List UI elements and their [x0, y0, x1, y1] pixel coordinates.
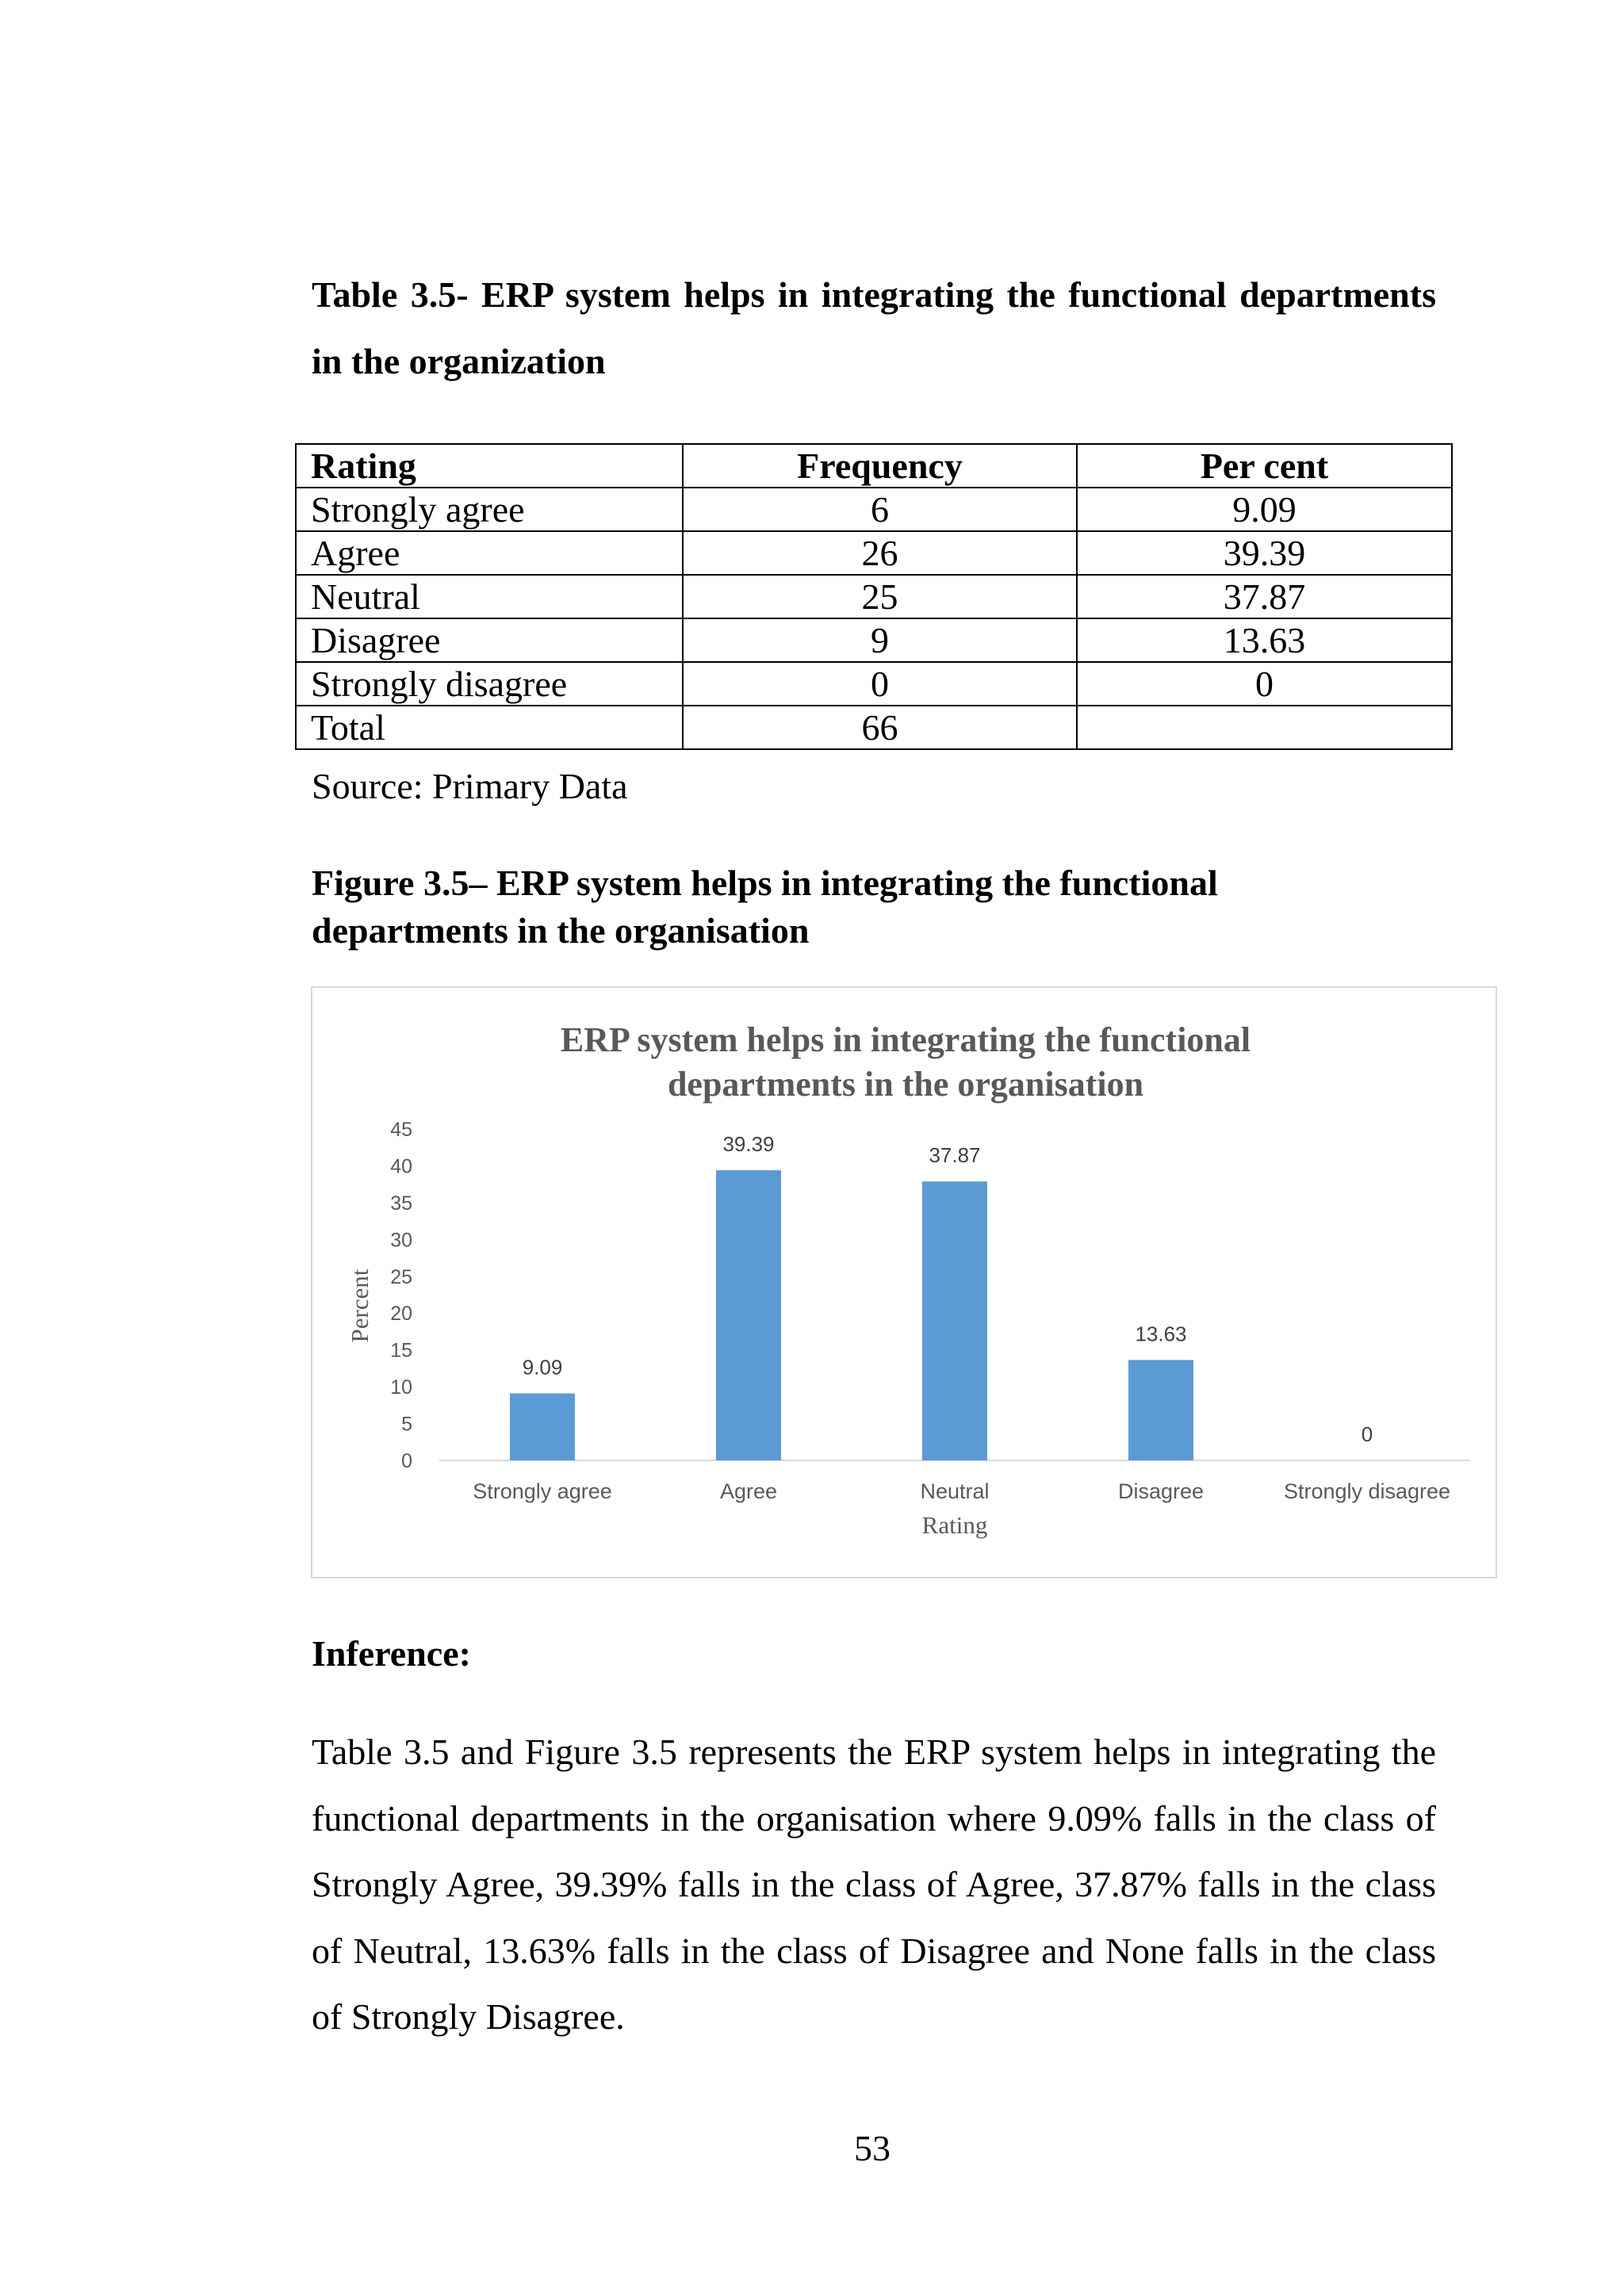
figure-caption-line-2: departments in the organisation	[312, 910, 810, 951]
y-tick-label: 35	[390, 1192, 412, 1215]
y-tick-label: 30	[390, 1229, 412, 1252]
row-percent: 39.39	[1077, 531, 1452, 575]
inference-heading: Inference:	[312, 1633, 471, 1674]
table-total-row	[296, 706, 1452, 749]
bar	[1128, 1360, 1193, 1460]
data-label: 0	[1361, 1422, 1373, 1446]
inference-body: Table 3.5 and Figure 3.5 represents the ERP system helps in integrating the functional departments in the organisation where 9.09% falls in the class of Strongly Agree, 39.39% falls in the class of Agree, 37.87% falls in the class of Neutral, 13.63% falls in the class of Disagree and None falls in the class of Strongly Disagree.	[312, 1732, 1436, 2037]
table-source: Source: Primary Data	[312, 766, 628, 806]
bar-chart	[312, 988, 1499, 1580]
total-label: Total	[296, 706, 683, 749]
header-frequency: Frequency	[683, 444, 1077, 488]
data-label: 39.39	[722, 1132, 775, 1157]
y-tick-label: 10	[390, 1376, 412, 1399]
row-rating: Agree	[296, 531, 683, 575]
x-tick-label: Disagree	[1117, 1479, 1205, 1503]
header-rating: Rating	[296, 444, 683, 488]
bar	[510, 1394, 575, 1460]
table-row	[296, 618, 1452, 662]
row-frequency: 9	[683, 618, 1077, 662]
x-axis-title: Rating	[921, 1511, 988, 1539]
row-percent: 37.87	[1077, 575, 1452, 618]
row-frequency: 6	[683, 488, 1077, 531]
y-tick-label: 20	[390, 1303, 412, 1326]
x-tick-label: Strongly disagree	[1283, 1479, 1451, 1503]
chart-title-line: departments in the organisation	[667, 1065, 1144, 1104]
row-rating: Strongly disagree	[296, 662, 683, 706]
chart-frame	[311, 986, 1497, 1578]
data-label: 13.63	[1135, 1322, 1187, 1346]
table-row	[296, 531, 1452, 575]
x-tick-label: Agree	[719, 1479, 778, 1503]
y-tick-label: 15	[390, 1339, 412, 1362]
figure-caption-line-1: Figure 3.5– ERP system helps in integrating the functional	[312, 863, 1218, 903]
row-rating: Neutral	[296, 575, 683, 618]
header-percent: Per cent	[1077, 444, 1452, 488]
chart-title-line: ERP system helps in integrating the functional	[560, 1020, 1251, 1059]
page-number: 53	[854, 2128, 891, 2168]
y-tick-label: 45	[390, 1119, 412, 1141]
table-row	[296, 488, 1452, 531]
x-tick-label: Neutral	[920, 1479, 990, 1503]
row-percent: 9.09	[1077, 488, 1452, 531]
y-tick-label: 5	[401, 1413, 412, 1436]
y-tick-label: 0	[401, 1450, 412, 1472]
row-rating: Disagree	[296, 618, 683, 662]
row-frequency: 25	[683, 575, 1077, 618]
row-frequency: 26	[683, 531, 1077, 575]
figure-caption	[312, 859, 1461, 955]
table-row	[296, 575, 1452, 618]
total-percent	[1077, 706, 1452, 749]
data-label: 9.09	[522, 1355, 563, 1380]
x-tick-label: Strongly agree	[473, 1479, 612, 1503]
bar	[716, 1170, 781, 1460]
row-rating: Strongly agree	[296, 488, 683, 531]
bar	[922, 1181, 987, 1460]
table-header-row	[296, 444, 1452, 488]
row-percent: 0	[1077, 662, 1452, 706]
y-axis-title: Percent	[346, 1269, 373, 1343]
row-frequency: 0	[683, 662, 1077, 706]
data-table	[295, 443, 1453, 750]
table-row	[296, 662, 1452, 706]
table-caption: Table 3.5- ERP system helps in integrating the functional departments in the organization	[312, 274, 1436, 381]
y-tick-label: 25	[390, 1265, 412, 1288]
data-label: 37.87	[929, 1143, 981, 1168]
row-percent: 13.63	[1077, 618, 1452, 662]
y-tick-label: 40	[390, 1155, 412, 1178]
total-frequency: 66	[683, 706, 1077, 749]
